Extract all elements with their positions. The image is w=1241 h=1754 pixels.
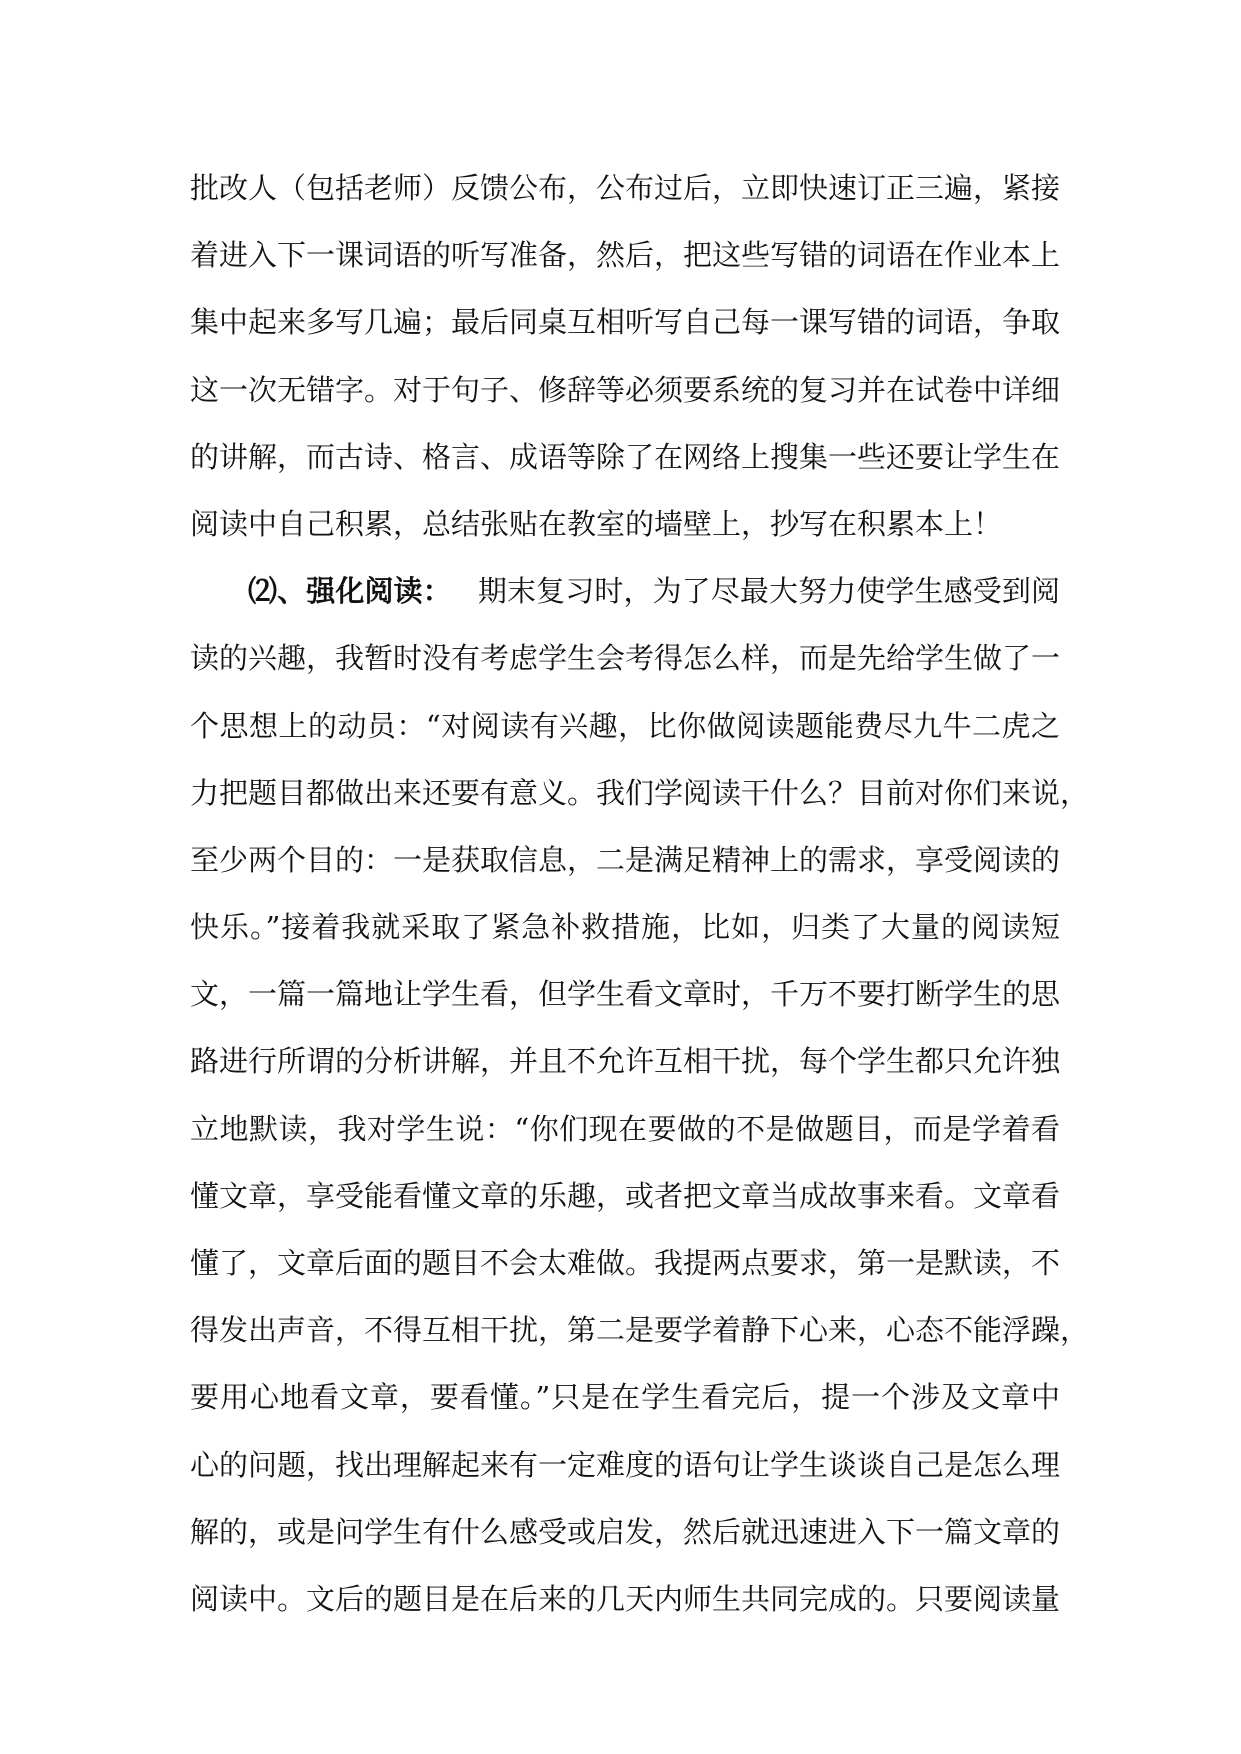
text-line: 着进入下一课词语的听写准备，然后，把这些写错的词语在作业本上: [190, 238, 1061, 273]
text-line: 力把题目都做出来还要有意义。我们学阅读干什么？目前对你们来说，: [190, 775, 1090, 810]
text-line: 至少两个目的：一是获取信息，二是满足精神上的需求，享受阅读的: [190, 842, 1061, 877]
text-line: 这一次无错字。对于句子、修辞等必须要系统的复习并在试卷中详细: [190, 372, 1061, 407]
text-line: 阅读中自己积累，总结张贴在教室的墙壁上，抄写在积累本上！: [190, 506, 1003, 541]
text-line: 解的，或是问学生有什么感受或启发，然后就迅速进入下一篇文章的: [190, 1514, 1061, 1549]
text-line: 心的问题，找出理解起来有一定难度的语句让学生谈谈自己是怎么理: [190, 1447, 1061, 1482]
paragraph-1: [190, 155, 1060, 558]
text-line: 文，一篇一篇地让学生看，但学生看文章时，千万不要打断学生的思: [190, 977, 1061, 1012]
text-line: 读的兴趣，我暂时没有考虑学生会考得怎么样，而是先给学生做了一: [190, 641, 1061, 676]
text-line: 懂了，文章后面的题目不会太难做。我提两点要求，第一是默读，不: [190, 1246, 1061, 1280]
text-line: 阅读中。文后的题目是在后来的几天内师生共同完成的。只要阅读量: [190, 1581, 1061, 1616]
text-line: 的讲解，而古诗、格言、成语等除了在网络上搜集一些还要让学生在: [190, 439, 1061, 474]
text-line: 立地默读，我对学生说：“你们现在要做的不是做题目，而是学着看: [190, 1111, 1060, 1146]
text-line: 集中起来多写几遍；最后同桌互相听写自己每一课写错的词语，争取: [190, 305, 1061, 340]
text-line: 得发出声音，不得互相干扰，第二是要学着静下心来，心态不能浮躁，: [190, 1313, 1090, 1348]
text-line: 懂文章，享受能看懂文章的乐趣，或者把文章当成故事来看。文章看: [190, 1178, 1061, 1213]
text-line: 批改人（包括老师）反馈公布，公布过后，立即快速订正三遍，紧接: [190, 171, 1061, 205]
paragraph-2-first-line: [190, 558, 1060, 625]
text-line: 快乐。”接着我就采取了紧急补救措施，比如，归类了大量的阅读短: [190, 910, 1060, 945]
body-text: [190, 155, 1090, 1633]
text-line: 期末复习时，为了尽最大努力使学生感受到阅: [477, 574, 1060, 609]
text-line: 要用心地看文章，要看懂。”只是在学生看完后，提一个涉及文章中: [190, 1380, 1060, 1415]
section-heading: ⑵、强化阅读：: [248, 574, 452, 609]
text-line: 路进行所谓的分析讲解，并且不允许互相干扰，每个学生都只允许独: [190, 1044, 1061, 1079]
text-line: 个思想上的动员：“对阅读有兴趣，比你做阅读题能费尽九牛二虎之: [190, 708, 1060, 743]
paragraph-2: [190, 558, 1090, 1633]
